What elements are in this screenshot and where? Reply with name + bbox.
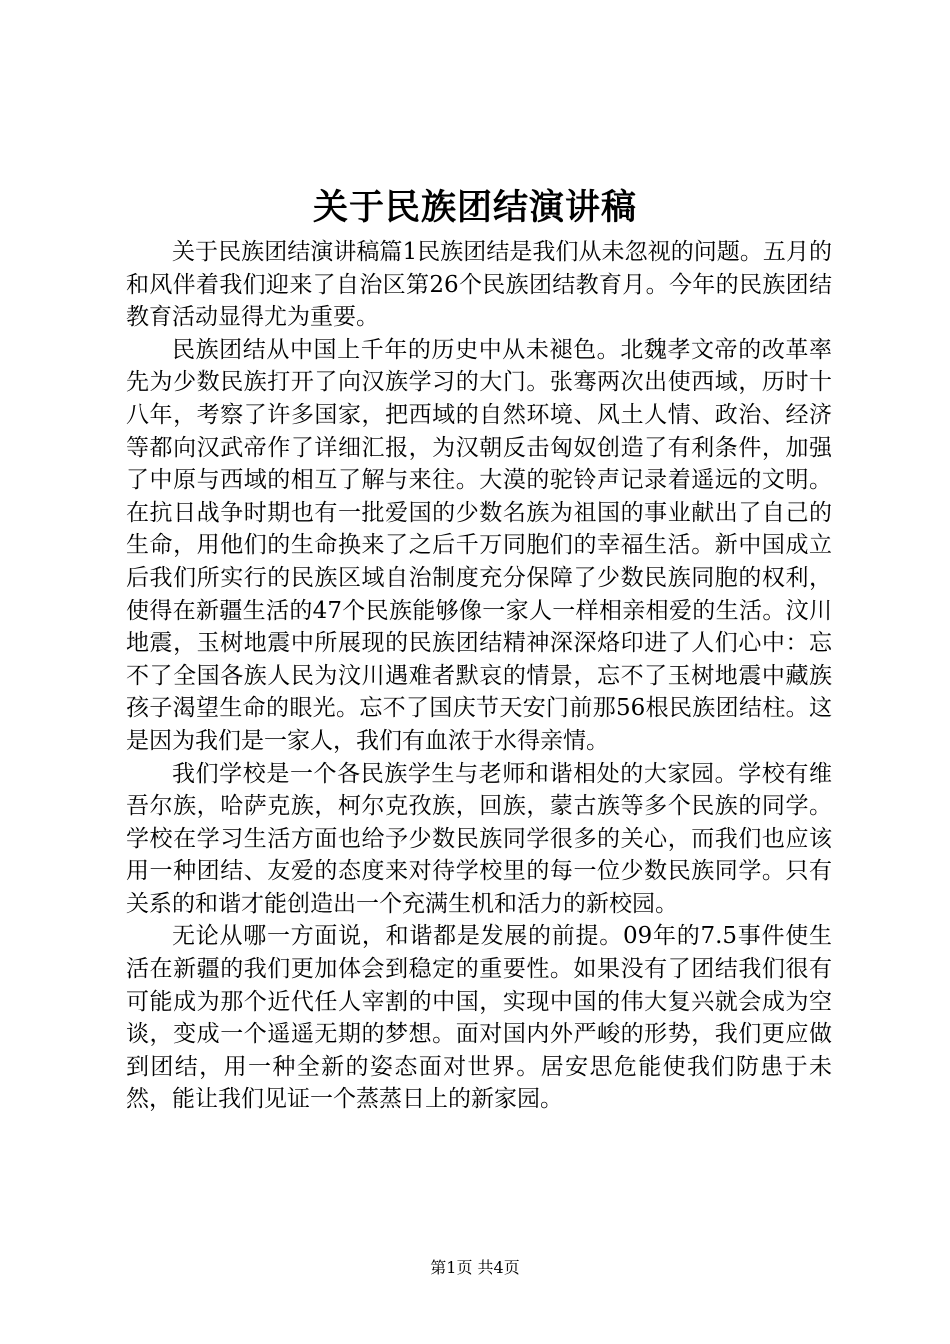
paragraph-3: 我们学校是一个各民族学生与老师和谐相处的大家园。学校有维吾尔族，哈萨克族，柯尔克孜族，回族，蒙古族等多个民族的同学。学校在学习生活方面也给予少数民族同学很多的关心，而我们也应该用一种团结、友爱的态度来对待学校里的每一位少数民族同学。只有关系的和谐才能创造出一个充满生机和活力的新校园。 <box>126 760 832 917</box>
document-body <box>126 236 832 1116</box>
paragraph-1: 关于民族团结演讲稿篇1民族团结是我们从未忽视的问题。五月的和风伴着我们迎来了自治区第26个民族团结教育月。今年的民族团结教育活动显得尤为重要。 <box>126 239 832 331</box>
paragraph-2: 民族团结从中国上千年的历史中从未褪色。北魏孝文帝的改革率先为少数民族打开了向汉族学习的大门。张骞两次出使西域，历时十八年，考察了许多国家，把西域的自然环境、风土人情、政治、经济等都向汉武帝作了详细汇报，为汉朝反击匈奴创造了有利条件，加强了中原与西域的相互了解与来往。大漠的驼铃声记录着遥远的文明。在抗日战争时期也有一批爱国的少数名族为祖国的事业献出了自己的生命，用他们的生命换来了之后千万同胞们的幸福生活。新中国成立后我们所实行的民族区域自治制度充分保障了少数民族同胞的权利，使得在新疆生活的47个民族能够像一家人一样相亲相爱的生活。汶川地震，玉树地震中所展现的民族团结精神深深烙印进了人们心中：忘不了全国各族人民为汶川遇难者默哀的情景，忘不了玉树地震中藏族孩子渴望生命的眼光。忘不了国庆节天安门前那56根民族团结柱。这是因为我们是一家人，我们有血浓于水得亲情。 <box>126 336 832 754</box>
paragraph-4: 无论从哪一方面说，和谐都是发展的前提。09年的7.5事件使生活在新疆的我们更加体会到稳定的重要性。如果没有了团结我们很有可能成为那个近代任人宰割的中国，实现中国的伟大复兴就会成为空谈，变成一个遥遥无期的梦想。面对国内外严峻的形势，我们更应做到团结，用一种全新的姿态面对世界。居安思危能使我们防患于未然，能让我们见证一个蒸蒸日上的新家园。 <box>126 923 832 1113</box>
page-footer: 第1页 共4页 <box>430 1258 520 1277</box>
document-title: 关于民族团结演讲稿 <box>312 187 637 228</box>
